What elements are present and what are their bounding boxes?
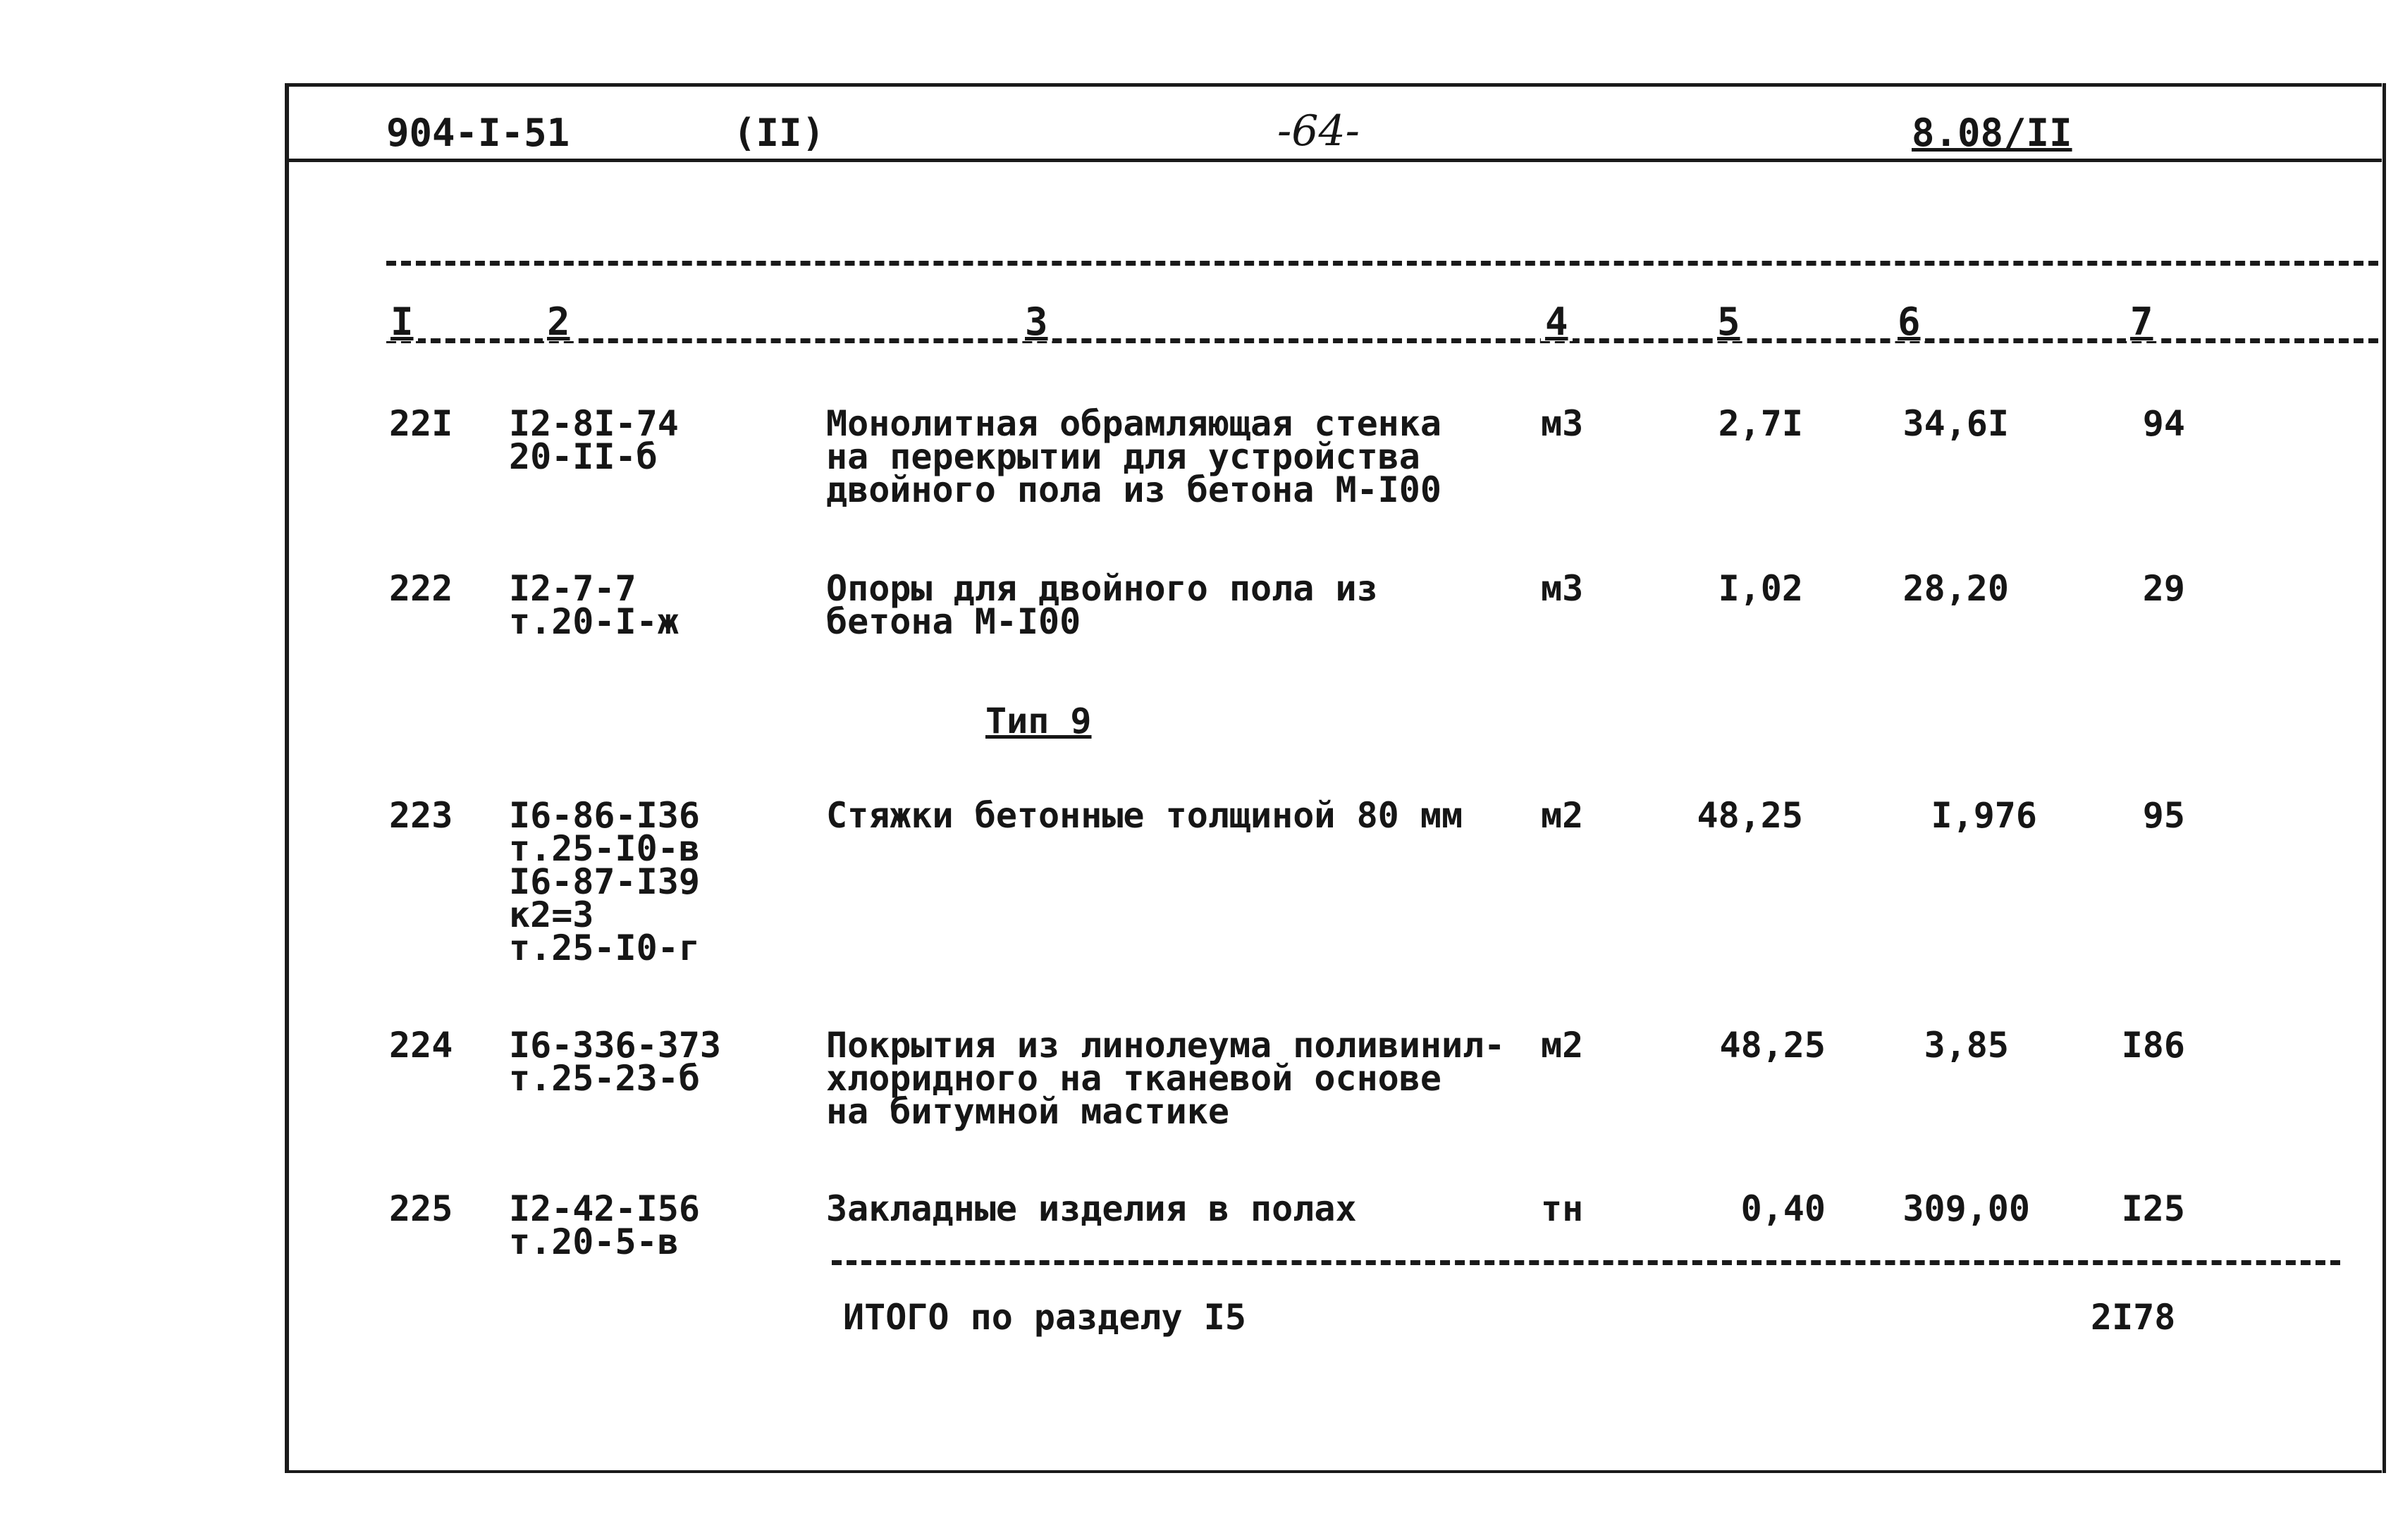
row-code-line: т.20-I-ж — [509, 601, 679, 642]
page-number: -64- — [1277, 106, 1360, 156]
column-number-7: 7 — [2126, 303, 2158, 341]
column-number-1: I — [386, 303, 418, 341]
row-code — [509, 1025, 722, 1099]
row-unit-price: I,976 — [1931, 795, 2037, 836]
project-code: 904-I-51 — [386, 111, 570, 155]
row-description-line: бетона М-I00 — [826, 601, 1081, 642]
row-code-line: I2-42-I56 — [509, 1188, 700, 1229]
row-code — [509, 795, 700, 968]
row-code-line: т.25-23-б — [509, 1058, 700, 1099]
row-unit-price: 28,20 — [1902, 568, 2009, 609]
row-code-line: т.25-I0-в — [509, 828, 700, 869]
row-cost: 29 — [2142, 568, 2185, 609]
table-top-dashed-rule — [386, 261, 2378, 266]
row-number: 223 — [389, 795, 453, 836]
sheet-number: 8.08/II — [1912, 111, 2072, 155]
row-code-line: I6-336-373 — [509, 1025, 722, 1066]
section-total-label: ИТОГО по разделу I5 — [843, 1297, 1246, 1338]
column-number-dashed-rule — [386, 338, 2378, 343]
row-code-line: 20-II-б — [509, 436, 658, 477]
row-code-line: т.25-I0-г — [509, 928, 700, 968]
row-quantity: 2,7I — [1718, 403, 1803, 444]
row-number: 224 — [389, 1025, 453, 1066]
row-code-line: т.20-5-в — [509, 1221, 679, 1262]
part-number: (II) — [733, 111, 825, 155]
row-description-line: Покрытия из линолеума поливинил- — [826, 1025, 1506, 1066]
row-description — [826, 403, 1441, 510]
frame-top-border — [285, 83, 2382, 87]
total-dashed-rule — [832, 1260, 2340, 1265]
row-number: 22I — [389, 403, 453, 444]
column-number-5: 5 — [1713, 303, 1745, 341]
row-code — [509, 1188, 700, 1262]
row-code — [509, 568, 679, 642]
row-unit: м3 — [1541, 568, 1584, 609]
column-number-2: 2 — [543, 303, 574, 341]
row-quantity: 48,25 — [1697, 795, 1803, 836]
row-description-line: Опоры для двойного пола из — [826, 568, 1378, 609]
row-quantity: I,02 — [1718, 568, 1803, 609]
column-number-3: 3 — [1021, 303, 1052, 341]
row-cost: 95 — [2142, 795, 2185, 836]
header-rule — [285, 159, 2382, 162]
row-quantity: 48,25 — [1719, 1025, 1826, 1066]
row-unit-price: 34,6I — [1902, 403, 2009, 444]
row-description-line: Стяжки бетонные толщиной 80 мм — [826, 795, 1463, 836]
row-code-line: I6-86-I36 — [509, 795, 700, 836]
row-code-line: I2-7-7 — [509, 568, 637, 609]
row-description — [826, 795, 1463, 836]
row-description-line: двойного пола из бетона М-I00 — [826, 469, 1441, 510]
row-code-line: I6-87-I39 — [509, 861, 700, 902]
row-unit-price: 309,00 — [1902, 1188, 2030, 1229]
row-code-line: I2-8I-74 — [509, 403, 679, 444]
row-description-line: Закладные изделия в полах — [826, 1188, 1357, 1229]
column-number-4: 4 — [1541, 303, 1573, 341]
row-number: 222 — [389, 568, 453, 609]
row-unit: тн — [1541, 1188, 1584, 1229]
row-unit: м2 — [1541, 795, 1584, 836]
row-description-line: Монолитная обрамляющая стенка — [826, 403, 1441, 444]
row-cost: I25 — [2121, 1188, 2185, 1229]
row-code — [509, 403, 679, 477]
row-description-line: хлоридного на тканевой основе — [826, 1058, 1441, 1099]
row-code-line: к2=3 — [509, 894, 594, 935]
row-description — [826, 1025, 1506, 1132]
frame-bottom-border — [285, 1470, 2382, 1473]
row-unit: м3 — [1541, 403, 1584, 444]
row-number: 225 — [389, 1188, 453, 1229]
row-description — [826, 568, 1378, 642]
row-description-line: на перекрытии для устройства — [826, 436, 1420, 477]
section-subheading: Тип 9 — [985, 701, 1092, 741]
row-cost: I86 — [2121, 1025, 2185, 1066]
row-unit-price: 3,85 — [1924, 1025, 2009, 1066]
row-description-line: на битумной мастике — [826, 1091, 1229, 1132]
row-cost: 94 — [2142, 403, 2185, 444]
section-total-value: 2I78 — [2091, 1297, 2176, 1338]
column-number-6: 6 — [1893, 303, 1925, 341]
row-description — [826, 1188, 1357, 1229]
row-quantity: 0,40 — [1740, 1188, 1826, 1229]
row-unit: м2 — [1541, 1025, 1584, 1066]
